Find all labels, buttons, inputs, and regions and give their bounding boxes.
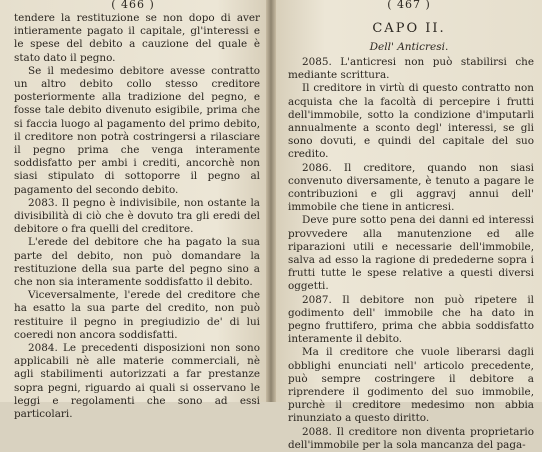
paragraph: Deve pure sotto pena dei danni ed interessi provvedere alla manutenzione ed alle riparazioni utili e necessarie dell'immobile, salva ad esso la ragione di predederne sopra i frutti tutte le spese relative a questi diversi oggetti. xyxy=(288,214,534,293)
paragraph: 2087. Il debitore non può ripetere il godimento dell' immobile che ha dato in pegno fruttifero, prima che abbia soddisfatto interamente il debito. xyxy=(288,293,534,346)
book-gutter xyxy=(266,0,276,402)
paragraph: Ma il creditore che vuole liberarsi dagli obblighi enunciati nell' articolo precedente, può sempre costringere il debitore a riprendere il godimento del suo immobile, purchè il creditore medesimo non abbia rinunziato a questo diritto. xyxy=(288,346,534,425)
left-page xyxy=(0,0,266,421)
chapter-title: CAPO II. xyxy=(372,21,446,36)
paragraph: L'erede del debitore che ha pagato la sua parte del debito, non può domandare la restituzione della sua parte del pegno sino a che non sia interamente soddisfatto il debito. xyxy=(14,236,260,289)
paragraph: Se il medesimo debitore avesse contratto un altro debito collo stesso creditore posteriormente alla tradizione del pegno, e fosse tale debito divenuto esigibile, prima che si faccia luogo al pagamento del primo debito, il creditore non potrà costringersi a rilasciare il pegno prima che venga interamente soddisfatto per ambi i crediti, ancorchè non siasi stipulato di sottoporre il pegno al pagamento del secondo debito. xyxy=(14,64,260,196)
paragraph: 2085. L'anticresi non può stabilirsi che mediante scrittura. xyxy=(288,56,534,82)
page-number: ( 466 ) xyxy=(111,0,155,11)
paragraph: 2088. Il creditore non diventa proprietario dell'immobile per la sola mancanza del paga- xyxy=(288,425,534,451)
paragraph: 2084. Le precedenti disposizioni non sono applicabili nè alle materie commerciali, nè agli stabilimenti autorizzati a far prestanze sopra pegni, riguardo ai quali si osservano le leggi e regolamenti che sono ad essi particolari. xyxy=(14,342,260,421)
paragraph: 2086. Il creditore, quando non siasi convenuto diversamente, è tenuto a pagare le contribuzioni e gli aggravj annui dell' immobile che tiene in anticresi. xyxy=(288,161,534,214)
right-page xyxy=(276,0,542,451)
paragraph: 2083. Il pegno è indivisibile, non ostante la divisibilità di ciò che è dovuto tra gli eredi del debitore o fra quelli del creditore. xyxy=(14,196,260,236)
section-title: Dell' Anticresi. xyxy=(369,41,449,53)
paragraph: Viceversalmente, l'erede del creditore che ha esatto la sua parte del credito, non può restituire il pegno in pregiudizio de' di lui coeredi non ancora soddisfatti. xyxy=(14,289,260,341)
paragraph: tendere la restituzione se non dopo di aver intieramente pagato il capitale, gl'interessi e le spese del debito a cauzione del quale è stato dato il pegno. xyxy=(14,12,260,64)
page-number: ( 467 ) xyxy=(387,0,431,11)
paragraph: Il creditore in virtù di questo contratto non acquista che la facoltà di percepire i frutti dell'immobile, sotto la condizione d'imputarli annualmente a sconto degl' interessi, se gli sono dovuti, e quindi del capitale del suo credito. xyxy=(288,82,534,161)
page-text xyxy=(276,56,542,452)
page-text xyxy=(0,12,266,421)
